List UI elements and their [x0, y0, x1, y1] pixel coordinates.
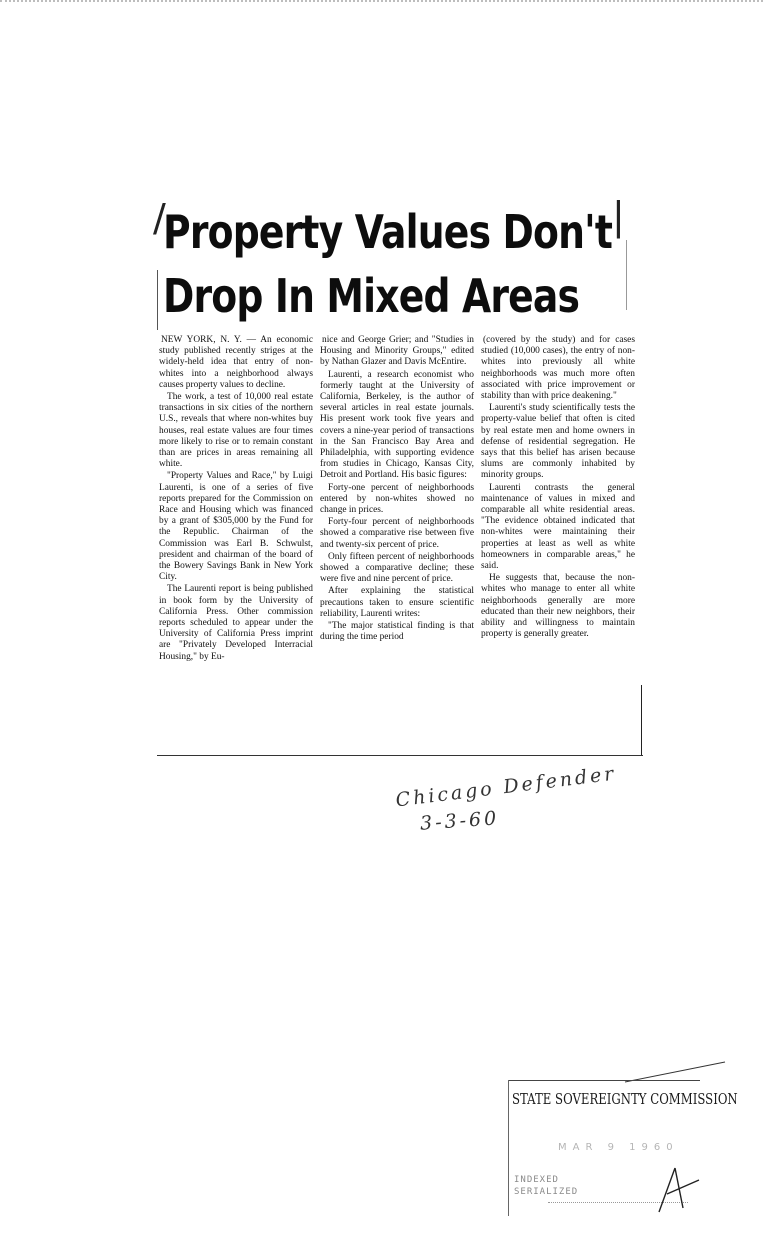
- paragraph: "Property Values and Race," by Luigi Laurenti, is one of a series of five reports prepared for the Commission on Race and Housing which was financed by a grant of $305,000 by the Fund for the Republic. Chairman of the Commission was Earl B. Schwulst, president and chairman of the board of the Bowery Savings Bank in New York City.: [159, 471, 313, 583]
- paragraph: NEW YORK, N. Y. — An economic study published recently striges at the widely-held idea that entry of non-whites into a neighborhood always causes property values to decline.: [159, 335, 313, 390]
- clip-edge-right-bottom: [641, 685, 642, 755]
- headline: [163, 200, 613, 328]
- stamp-top-border: [508, 1080, 700, 1081]
- headline-line-1: Property Values Don't: [163, 205, 613, 259]
- paragraph: He suggests that, because the non-whites who manage to enter all white neighborhoods generally are more educated than their new neighbors, their ability and willingness to maintain property is generally greater.: [481, 573, 635, 640]
- paragraph: nice and George Grier; and "Studies in Housing and Minority Groups," edited by Nathan Glazer and Davis McEntire.: [320, 335, 474, 368]
- stamp-left-border: [508, 1080, 509, 1216]
- paragraph: The Laurenti report is being published in book form by the University of California Press. Other commission reports scheduled to appear under the University of California Press imprint are "Privately Developed Interracial Housing," by Eu-: [159, 584, 313, 662]
- clip-bottom-edge: [157, 755, 643, 756]
- paragraph: (covered by the study) and for cases studied (10,000 cases), the entry of non-whites into previously all white neighborhoods was much more often associated with price improvement or stability than with price deakening.": [481, 335, 635, 402]
- paragraph: Forty-four percent of neighborhoods showed a comparative rise between five and twenty-six percent of price.: [320, 517, 474, 550]
- commission-stamp: [508, 1080, 738, 1216]
- handwritten-source: Chicago Defender: [394, 762, 618, 812]
- paragraph: Laurenti, a research economist who formerly taught at the University of California, Berkeley, is the author of several articles in real estate journals. His present work took five years and covers a nine-year period of transactions in the San Francisco Bay Area and Philadelphia, with supporting evidence from studies in Chicago, Kansas City, Detroit and Portland. His basic figures:: [320, 369, 474, 481]
- paragraph: After explaining the statistical precautions taken to ensure scientific reliability, Laurenti writes:: [320, 586, 474, 619]
- paragraph: Laurenti contrasts the general maintenance of values in mixed and comparable all white residential areas. "The evidence obtained indicated that non-whites were maintaining their properties at least as well as white homeowners in comparable areas," he said.: [481, 482, 635, 572]
- clip-edge-left: [157, 270, 158, 330]
- article-column-1: [159, 335, 313, 755]
- stamp-title: STATE SOVEREIGNTY COMMISSION: [512, 1090, 738, 1108]
- stamp-serialized-label: SERIALIZED: [514, 1187, 579, 1197]
- article-column-2: [320, 335, 474, 755]
- paragraph: The work, a test of 10,000 real estate transactions in six cities of the northern U.S., reveals that where non-whites buy houses, real estate values are four times more likely to rise or to remain constant than are prices in areas remaining all white.: [159, 392, 313, 470]
- paragraph: "The major statistical finding is that during the time period: [320, 621, 474, 643]
- newspaper-clipping: [153, 180, 643, 760]
- article-column-3: [481, 335, 635, 755]
- stamp-date: MAR 9 1960: [558, 1142, 679, 1153]
- page-top-border: [0, 0, 763, 5]
- paragraph: Only fifteen percent of neighborhoods showed a comparative decline; these were five and nine percent of price.: [320, 551, 474, 585]
- stamp-indexed-label: INDEXED: [514, 1175, 559, 1185]
- headline-line-2: Drop In Mixed Areas: [163, 269, 580, 323]
- signature-mark: [653, 1160, 703, 1216]
- handwritten-date: 3-3-60: [419, 807, 500, 835]
- right-bracket-mark: |: [612, 194, 625, 238]
- left-bracket-mark: /: [153, 196, 166, 240]
- clip-edge-right: [626, 240, 627, 310]
- article-body: [159, 335, 641, 755]
- paragraph: Laurenti's study scientifically tests the property-value belief that often is cited by real estate men and home owners in defense of residential segregation. He says that this belief has arisen because slums are commonly inhabited by minority groups.: [481, 403, 635, 481]
- paragraph: Forty-one percent of neighborhoods entered by non-whites showed no change in prices.: [320, 482, 474, 516]
